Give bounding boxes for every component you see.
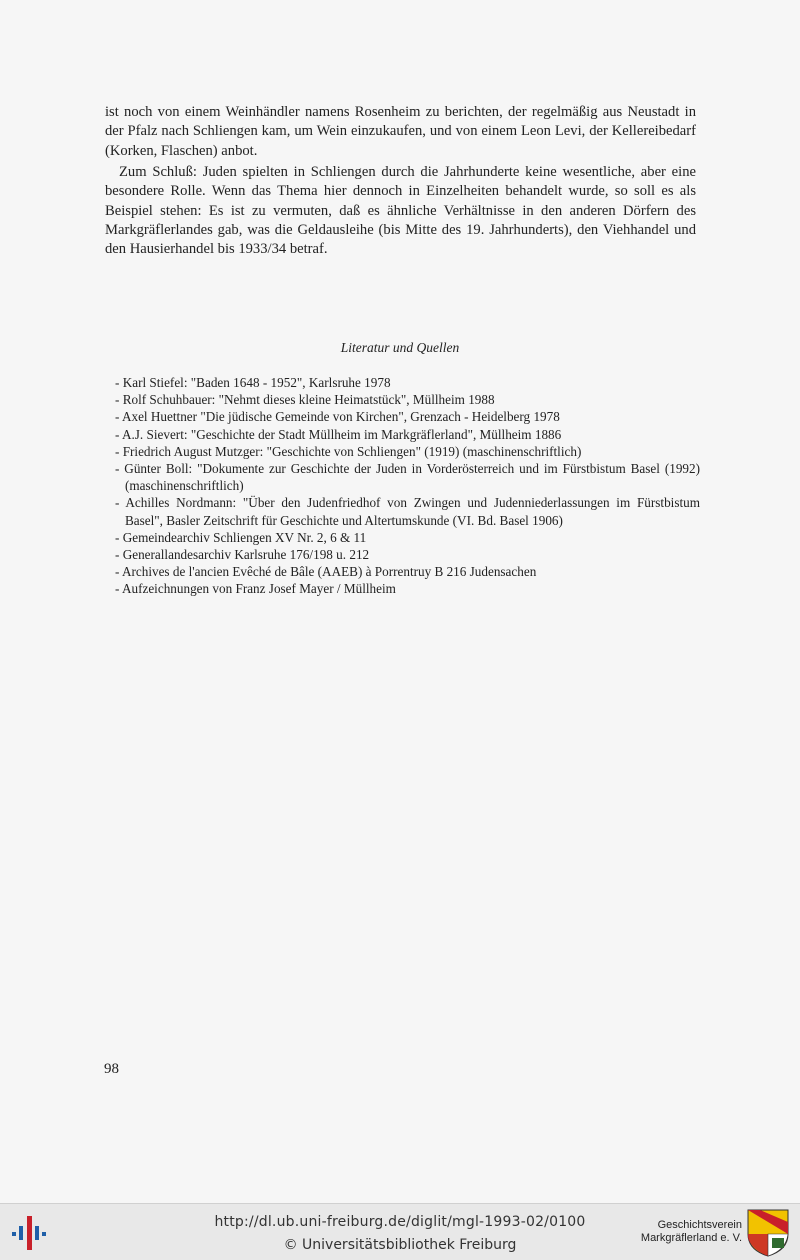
page-number: 98 (104, 1061, 119, 1077)
reference-item: - Friedrich August Mutzger: "Geschichte von Schliengen" (1919) (maschinenschriftlich) (115, 443, 582, 459)
reference-list (115, 374, 700, 598)
reference-item: - Aufzeichnungen von Franz Josef Mayer / Müllheim (115, 581, 396, 597)
reference-item: - Günter Boll: "Dokumente zur Geschichte der Juden in Vorderösterreich und im Fürstbistum Basel (1992) (maschinenschriftlich) (115, 461, 700, 494)
body-paragraph: Zum Schluß: Juden spielten in Schliengen durch die Jahrhunderte keine wesentliche, aber eine besondere Rolle. Wenn das Thema hier dennoch in Einzelheiten behandelt wurde, so soll es als Beispiel stehen: Es ist zu vermuten, daß es ähnliche Verhältnisse in den anderen Dörfern des Markgräflerlandes gab, was die Geldausleihe (bis Mitte des 19. Jahrhunderts), den Viehhandel und den Hausierhandel bis 1933/34 betraf. (105, 164, 696, 258)
reference-item: - Generallandesarchiv Karlsruhe 176/198 u. 212 (115, 547, 370, 563)
society-name (641, 1219, 742, 1245)
footer-bar (0, 1203, 800, 1260)
reference-item: - Axel Huettner "Die jüdische Gemeinde von Kirchen", Grenzach - Heidelberg 1978 (115, 409, 560, 425)
reference-item: - Rolf Schuhbauer: "Nehmt dieses kleine Heimatstück", Müllheim 1988 (115, 392, 495, 408)
reference-item: - Gemeindearchiv Schliengen XV Nr. 2, 6 & 11 (115, 529, 367, 545)
reference-item: - A.J. Sievert: "Geschichte der Stadt Müllheim im Markgräflerland", Müllheim 1886 (115, 426, 562, 442)
reference-item: - Achilles Nordmann: "Über den Judenfriedhof von Zwingen und Judenniederlassungen im Fürstbistum Basel", Basler Zeitschrift für Geschichte und Altertumskunde (VI. Bd. Basel 1906) (115, 495, 700, 528)
reference-item: - Karl Stiefel: "Baden 1648 - 1952", Karlsruhe 1978 (115, 375, 391, 390)
copyright-text: © Universitätsbibliothek Freiburg (283, 1237, 517, 1253)
coat-of-arms-icon[interactable] (746, 1208, 790, 1258)
section-heading: Literatur und Quellen (340, 340, 460, 355)
reference-item: - Archives de l'ancien Evêché de Bâle (AAEB) à Porrentruy B 216 Judensachen (115, 564, 537, 580)
body-paragraph: ist noch von einem Weinhändler namens Rosenheim zu berichten, der regelmäßig aus Neustadt in der Pfalz nach Schliengen kam, um Wein einzukaufen, und von einem Leon Levi, der Kellereibedarf (Korken, Flaschen) anbot. (105, 104, 696, 159)
source-url-link[interactable]: http://dl.ub.uni-freiburg.de/diglit/mgl-1993-02/0100 (214, 1214, 586, 1230)
society-name-line: Geschichtsverein (657, 1219, 742, 1231)
society-name-line: Markgräflerland e. V. (640, 1232, 742, 1244)
